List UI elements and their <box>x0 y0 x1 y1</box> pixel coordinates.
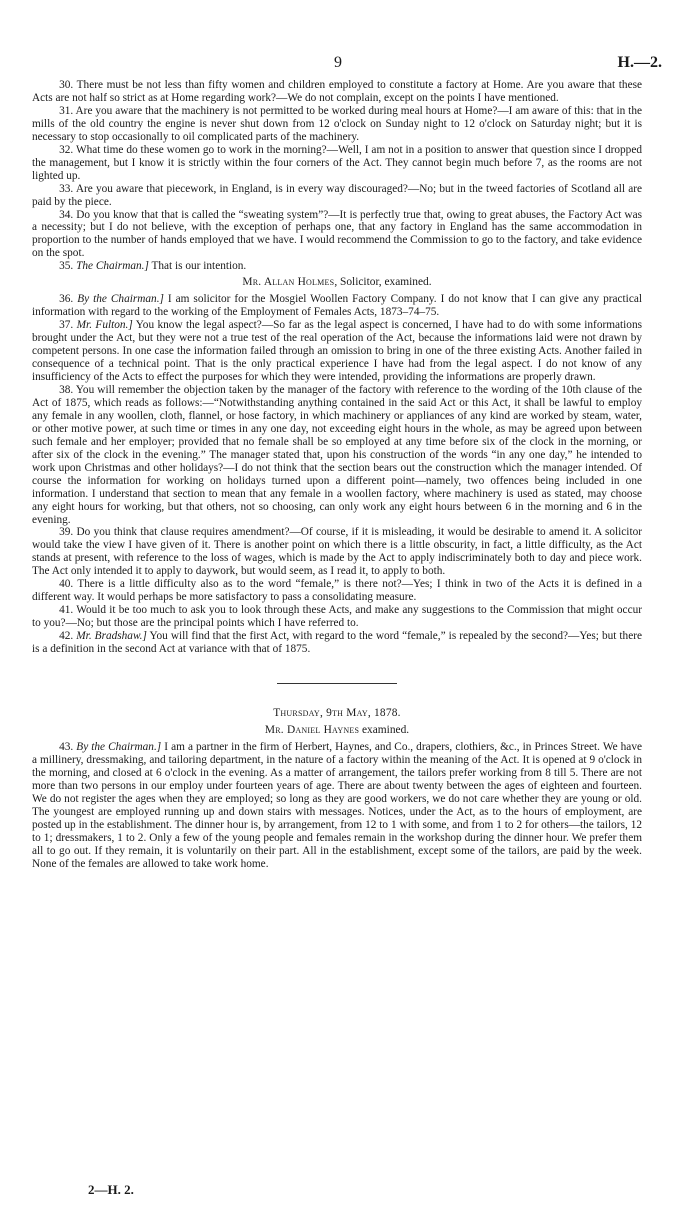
witness-name: Mr. Daniel Haynes <box>264 723 360 736</box>
speaker-label: By the Chairman.] <box>76 740 162 753</box>
witness-heading-2 <box>32 724 642 737</box>
paragraph-text: You know the legal aspect?—So far as the legal aspect is concerned, I have had to do with some informations brought under the Act, but they were not a true test of the real operation of the Act, because the informations laid were not drawn by competent persons. In one case the information failed through an omission to bring in one of the three existing Acts. Another failed in consequence of a technical point. That is the only practical experience I have had from the legal aspect. I do not know of any insufficiency of the Acts to effect the purposes for which they were intended, providing the informations are properly drawn. <box>32 319 643 384</box>
paragraph-text: I am solicitor for the Mosgiel Woollen Factory Company. I do not know that I can give any practical information with regard to the working of the Employment of Females Acts, 1873–74–75. <box>32 293 642 319</box>
document-reference: H.—2. <box>617 54 662 71</box>
document-body <box>32 79 642 871</box>
paragraph-group-a <box>32 79 642 273</box>
paragraph-text: 30. There must be not less than fifty women and children employed to constitute a factory at Home. Are you aware that these Acts are not half so strict as at Home regarding work?—We do not complain, except on the points I have mentioned. <box>32 79 642 104</box>
paragraph <box>32 319 642 384</box>
paragraph <box>32 209 642 261</box>
section-divider <box>277 683 397 684</box>
signature-mark: 2—H. 2. <box>88 1182 134 1197</box>
paragraph-text: 32. What time do these women go to work in the morning?—Well, I am not in a position to answer that question since I dropped the management, but I know it is strictly within the four corners of the Act. They cannot begin much before 7, as the rooms are not lighted up. <box>32 143 642 182</box>
speaker-label: By the Chairman.] <box>77 293 164 306</box>
paragraph-text: 39. Do you think that clause requires amendment?—Of course, if it is misleading, it would be desirable to amend it. A solicitor would take the view I have given of it. There is another point on which there is a little obscurity, in fact, a little difficulty, as the Act stands at present, with reference to the loss of wages, which is made by the Act to apply indiscriminately both to day and piece work. The Act only intended it to apply to daywork, but would seem, as I read it, to apply to both. <box>32 526 642 578</box>
paragraph-text: 40. There is a little difficulty also as to the word “female,” is there not?—Yes; I think in two of the Acts it is defined in a different way. It would perhaps be more satisfactory to pass a consolidating measure. <box>32 578 642 604</box>
paragraph <box>32 384 642 526</box>
paragraph-text: I am a partner in the firm of Herbert, Haynes, and Co., drapers, clothiers, &c., in Princes Street. We have a millinery, dressmaking, and tailoring department, in the nature of a factory within the meaning of the Act. It is opened at 9 o'clock in the morning, and closed at 6 o'clock in the evening. As a matter of arrangement, the tailors prefer working from 8 till 5. There are not more than two persons in our employ under fourteen years of age. There are about twenty between the ages of eighteen and fourteen. We do not register the ages when they are employed; so long as they are good workers, we do not care whether they are young or old. The youngest are employed running up and down stairs with messages. Notices, under the Act, as to the hours of employment, are posted up in the establishment. The dinner hour is, by arrangement, from 12 to 1 with some, and from 1 to 2 for others—the tailors, 12 to 1; dressmakers, 1 to 2. Only a few of the young people and females remain in the workshop during the dinner hour. We prefer them all to go out. If they remain, it is voluntarily on their part. All in the establishment, except some of the tailors, are paid by the week. None of the females are allowed to take work home. <box>32 740 642 870</box>
paragraph <box>32 741 642 871</box>
paragraph-text: You will find that the first Act, with regard to the word “female,” is repealed by the second?—Yes; but there is a definition in the second Act at variance with that of 1875. <box>32 630 642 656</box>
paragraph-text: 31. Are you aware that the machinery is not permitted to be worked during meal hours at Home?—I am aware of this: that in the mills of the old country the engine is never shut down from 12 o'clock on Sunday night to 12 o'clock on Saturday night; but it is necessary to stop occasionally to oil complicated parts of the machinery. <box>32 104 642 143</box>
witness-role: examined. <box>359 723 410 736</box>
question-number: 35. <box>59 260 77 273</box>
question-number: 42. <box>59 630 77 643</box>
paragraph-text: 41. Would it be too much to ask you to look through these Acts, and make any suggestions to the Commission that might occur to you?—No; but those are the principal points which I have referred to. <box>32 604 642 630</box>
witness-heading-1 <box>32 276 642 289</box>
paragraph <box>32 526 642 578</box>
speaker-label: Mr. Bradshaw.] <box>76 630 147 643</box>
page-number: 9 <box>334 54 342 71</box>
speaker-label: Mr. Fulton.] <box>76 319 133 332</box>
speaker-label: The Chairman.] <box>76 260 149 273</box>
page-header <box>0 54 700 76</box>
paragraph <box>32 105 642 144</box>
paragraph-text: 38. You will remember the objection taken by the manager of the factory with reference to the wording of the 10th clause of the Act of 1875, which reads as follows:—“Notwithstanding anything contained in the said Act or this Act, it shall be lawful to employ any female in any woollen, cloth, flannel, or hose factory, in which machinery or appliances of any kind are worked by steam, water, or other motive power, at such time or times in any one day, not exceeding eight hours in the whole, as may be agreed upon between such female and her employer; provided that no female shall be so employed at any time before six of the clock in the morning, or after six of the clock in the evening.” The manager stated that, upon his construction of the words “in any one day,” he intended to work upon Christmas and other holidays?—I do not think that the section bears out the construction which the manager intended. Of course the information for working on holidays turned upon a different point—namely, two offences being included in one information. I understand that section to mean that any female in a woollen factory, where machinery is used as stated, may choose any eight hours for working, but that others, not so choosing, can only work any eight hours between 6 in the morning and 6 in the evening. <box>32 383 642 526</box>
paragraph <box>32 144 642 183</box>
paragraph <box>32 260 642 273</box>
date-heading: Thursday, 9th May, 1878. <box>273 706 401 719</box>
witness-name: Mr. Allan Holmes <box>242 276 335 289</box>
paragraph-text: 33. Are you aware that piecework, in England, is in every way discouraged?—No; but in the tweed factories of Scotland all are paid by the piece. <box>32 182 642 208</box>
paragraph-group-b <box>32 293 642 656</box>
paragraph-text: That is our intention. <box>148 260 247 273</box>
witness-role: , Solicitor, examined. <box>334 276 432 289</box>
paragraph-group-c <box>32 741 642 871</box>
question-number: 43. <box>59 740 77 753</box>
paragraph <box>32 630 642 656</box>
paragraph <box>32 604 642 630</box>
paragraph <box>32 578 642 604</box>
paragraph <box>32 79 642 105</box>
paragraph <box>32 183 642 209</box>
paragraph-text: 34. Do you know that that is called the “sweating system”?—It is perfectly true that, owing to great abuses, the Factory Act was a necessity; but I do not believe, with the exception of perhaps one, that any factory in England has the same accommodation in proportion to the number of hands employed that we have. I would recommend the Commission to go to the factory, and take evidence on the spot. <box>32 208 642 260</box>
paragraph <box>32 293 642 319</box>
question-number: 37. <box>59 319 77 332</box>
question-number: 36. <box>59 293 78 306</box>
